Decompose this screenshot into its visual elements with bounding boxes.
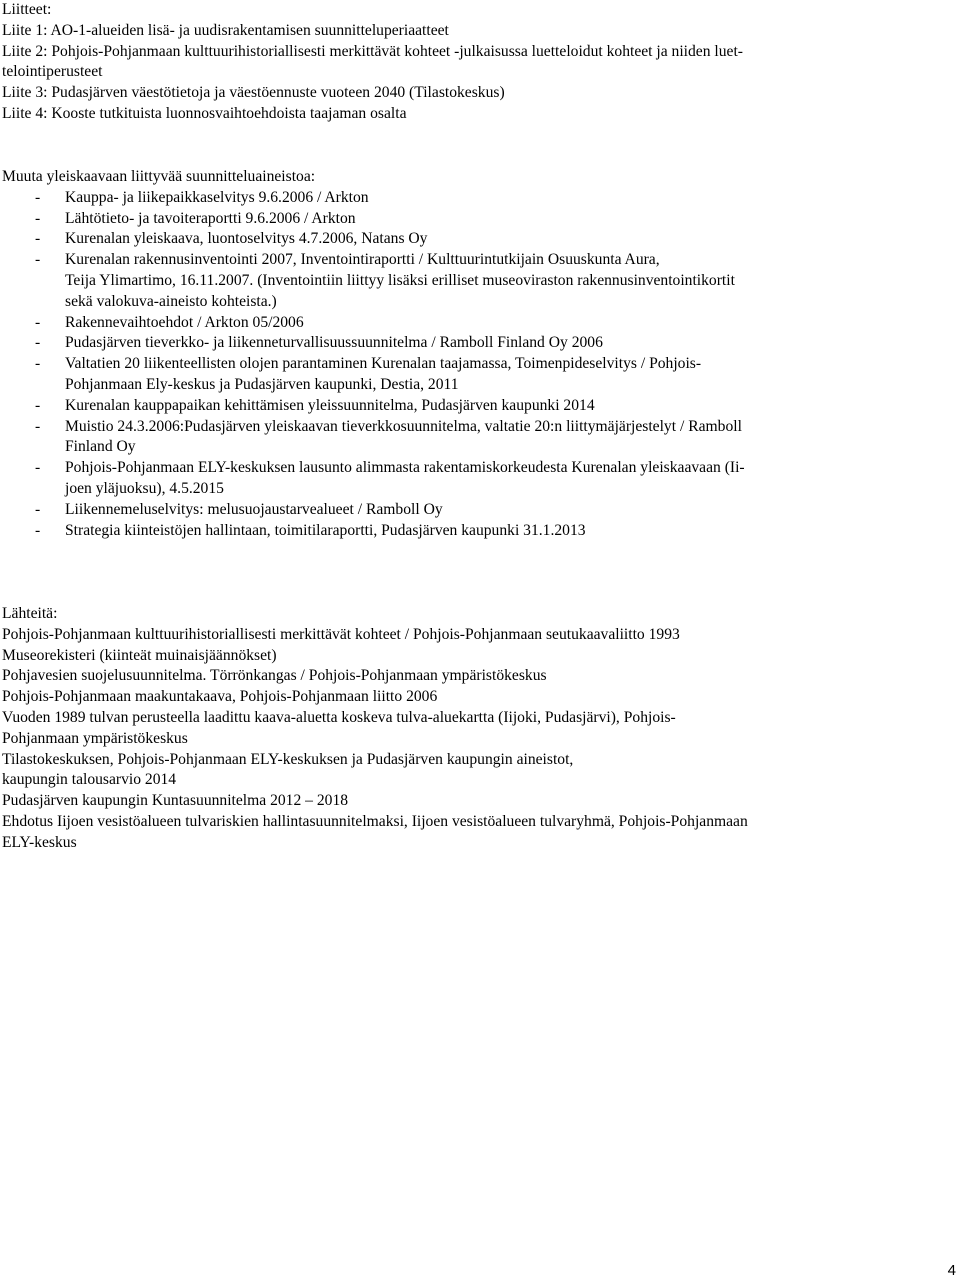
- list-item: [2, 313, 745, 334]
- source-line: Vuoden 1989 tulvan perusteella laadittu kaava-aluetta koskeva tulva-aluekartta (Iijoki, Pudasjärvi), Pohjois-: [2, 708, 676, 726]
- planning-materials-section: [2, 167, 745, 541]
- list-dash: -: [35, 313, 41, 331]
- list-item: [2, 250, 745, 312]
- list-item-text: Pohjanmaan Ely-keskus ja Pudasjärven kaupunki, Destia, 2011: [65, 375, 459, 393]
- source-line: Pohjois-Pohjanmaan kulttuurihistoriallisesti merkittävät kohteet / Pohjois-Pohjanmaan seutukaavaliitto 1993: [2, 625, 680, 643]
- list-item-text: Strategia kiinteistöjen hallintaan, toimitilaraportti, Pudasjärven kaupunki 31.1.2013: [65, 521, 586, 539]
- list-item-text: Kurenalan kauppapaikan kehittämisen yleissuunnitelma, Pudasjärven kaupunki 2014: [65, 396, 595, 414]
- list-dash: -: [35, 209, 41, 227]
- source-line: Pohjois-Pohjanmaan maakuntakaava, Pohjois-Pohjanmaan liitto 2006: [2, 688, 438, 706]
- list-item-text: Kurenalan rakennusinventointi 2007, Inventointiraportti / Kulttuurintutkijain Osuuskunta Aura,: [65, 251, 660, 269]
- list-item-text: Rakennevaihtoehdot / Arkton 05/2006: [65, 313, 304, 331]
- list-dash: -: [35, 334, 41, 352]
- list-dash: -: [35, 396, 41, 414]
- list-item-text: sekä valokuva-aineisto kohteista.): [65, 292, 277, 310]
- source-line: Pohjavesien suojelusuunnitelma. Törrönkangas / Pohjois-Pohjanmaan ympäristökeskus: [2, 667, 547, 685]
- list-dash: -: [35, 459, 41, 477]
- list-dash: -: [35, 251, 41, 269]
- appendix-line: Liite 3: Pudasjärven väestötietoja ja väestöennuste vuoteen 2040 (Tilastokeskus): [2, 84, 505, 102]
- list-item-text: Valtatien 20 liikenteellisten olojen parantaminen Kurenalan taajamassa, Toimenpideselvitys / Pohjois-: [65, 355, 702, 373]
- sources-section: [2, 604, 748, 854]
- source-line: kaupungin talousarvio 2014: [2, 771, 177, 789]
- source-line: Museorekisteri (kiinteät muinaisjäännökset): [2, 646, 277, 664]
- list-item-text: Kurenalan yleiskaava, luontoselvitys 4.7.2006, Natans Oy: [65, 230, 428, 248]
- list-item: [2, 188, 745, 209]
- source-line: Tilastokeskuksen, Pohjois-Pohjanmaan ELY-keskuksen ja Pudasjärven kaupungin aineistot,: [2, 750, 574, 768]
- list-item-text: Lähtötieto- ja tavoiteraportti 9.6.2006 / Arkton: [65, 209, 356, 227]
- appendix-line: Liite 1: AO-1-alueiden lisä- ja uudisrakentamisen suunnitteluperiaatteet: [2, 21, 449, 39]
- list-dash: -: [35, 355, 41, 373]
- list-item: [2, 458, 745, 500]
- list-dash: -: [35, 521, 41, 539]
- list-item-text: joen yläjuoksu), 4.5.2015: [65, 479, 224, 497]
- appendix-line: Liite 4: Kooste tutkituista luonnosvaihtoehdoista taajaman osalta: [2, 104, 407, 122]
- planning-materials-heading: Muuta yleiskaavaan liittyvää suunnitteluaineistoa:: [2, 168, 316, 185]
- list-item-text: Teija Ylimartimo, 16.11.2007. (Inventointiin liittyy lisäksi erilliset museoviraston rakennusinventointikortit: [65, 271, 735, 289]
- planning-materials-list: [2, 188, 745, 542]
- list-item-text: Kauppa- ja liikepaikkaselvitys 9.6.2006 / Arkton: [65, 188, 369, 206]
- list-item: [2, 333, 745, 354]
- list-item: [2, 229, 745, 250]
- list-item: [2, 354, 745, 396]
- list-item: [2, 396, 745, 417]
- appendix-line: Liite 2: Pohjois-Pohjanmaan kulttuurihistoriallisesti merkittävät kohteet -julkaisussa luetteloidut kohteet ja niiden luet-: [2, 42, 744, 60]
- list-item-text: Pudasjärven tieverkko- ja liikenneturvallisuussuunnitelma / Ramboll Finland Oy 2006: [65, 334, 603, 352]
- list-dash: -: [35, 417, 41, 435]
- list-item-text: Finland Oy: [65, 438, 136, 456]
- appendix-line: telointiperusteet: [2, 63, 103, 81]
- list-item-text: Pohjois-Pohjanmaan ELY-keskuksen lausunto alimmasta rakentamiskorkeudesta Kurenalan yleiskaavaan (Ii-: [65, 459, 745, 477]
- list-item: [2, 500, 745, 521]
- list-item-text: Liikennemeluselvitys: melusuojaustarvealueet / Ramboll Oy: [65, 500, 443, 518]
- sources-heading: Lähteitä:: [2, 605, 58, 622]
- source-line: Ehdotus Iijoen vesistöalueen tulvariskien hallintasuunnitelmaksi, Iijoen vesistöalueen tulvaryhmä, Pohjois-Pohjanmaan: [2, 812, 748, 830]
- list-item: [2, 209, 745, 230]
- list-item-text: Muistio 24.3.2006:Pudasjärven yleiskaavan tieverkkosuunnitelma, valtatie 20:n liittymäjärjestelyt / Ramboll: [65, 417, 742, 435]
- source-line: Pohjanmaan ympäristökeskus: [2, 729, 188, 747]
- list-item: [2, 521, 745, 542]
- list-dash: -: [35, 230, 41, 248]
- appendices-heading: Liitteet:: [2, 1, 52, 18]
- page-number: 4: [947, 1262, 956, 1280]
- source-line: Pudasjärven kaupungin Kuntasuunnitelma 2012 – 2018: [2, 792, 349, 810]
- list-dash: -: [35, 500, 41, 518]
- list-dash: -: [35, 188, 41, 206]
- list-item: [2, 417, 745, 459]
- source-line: ELY-keskus: [2, 833, 77, 851]
- appendices-section: [2, 0, 743, 125]
